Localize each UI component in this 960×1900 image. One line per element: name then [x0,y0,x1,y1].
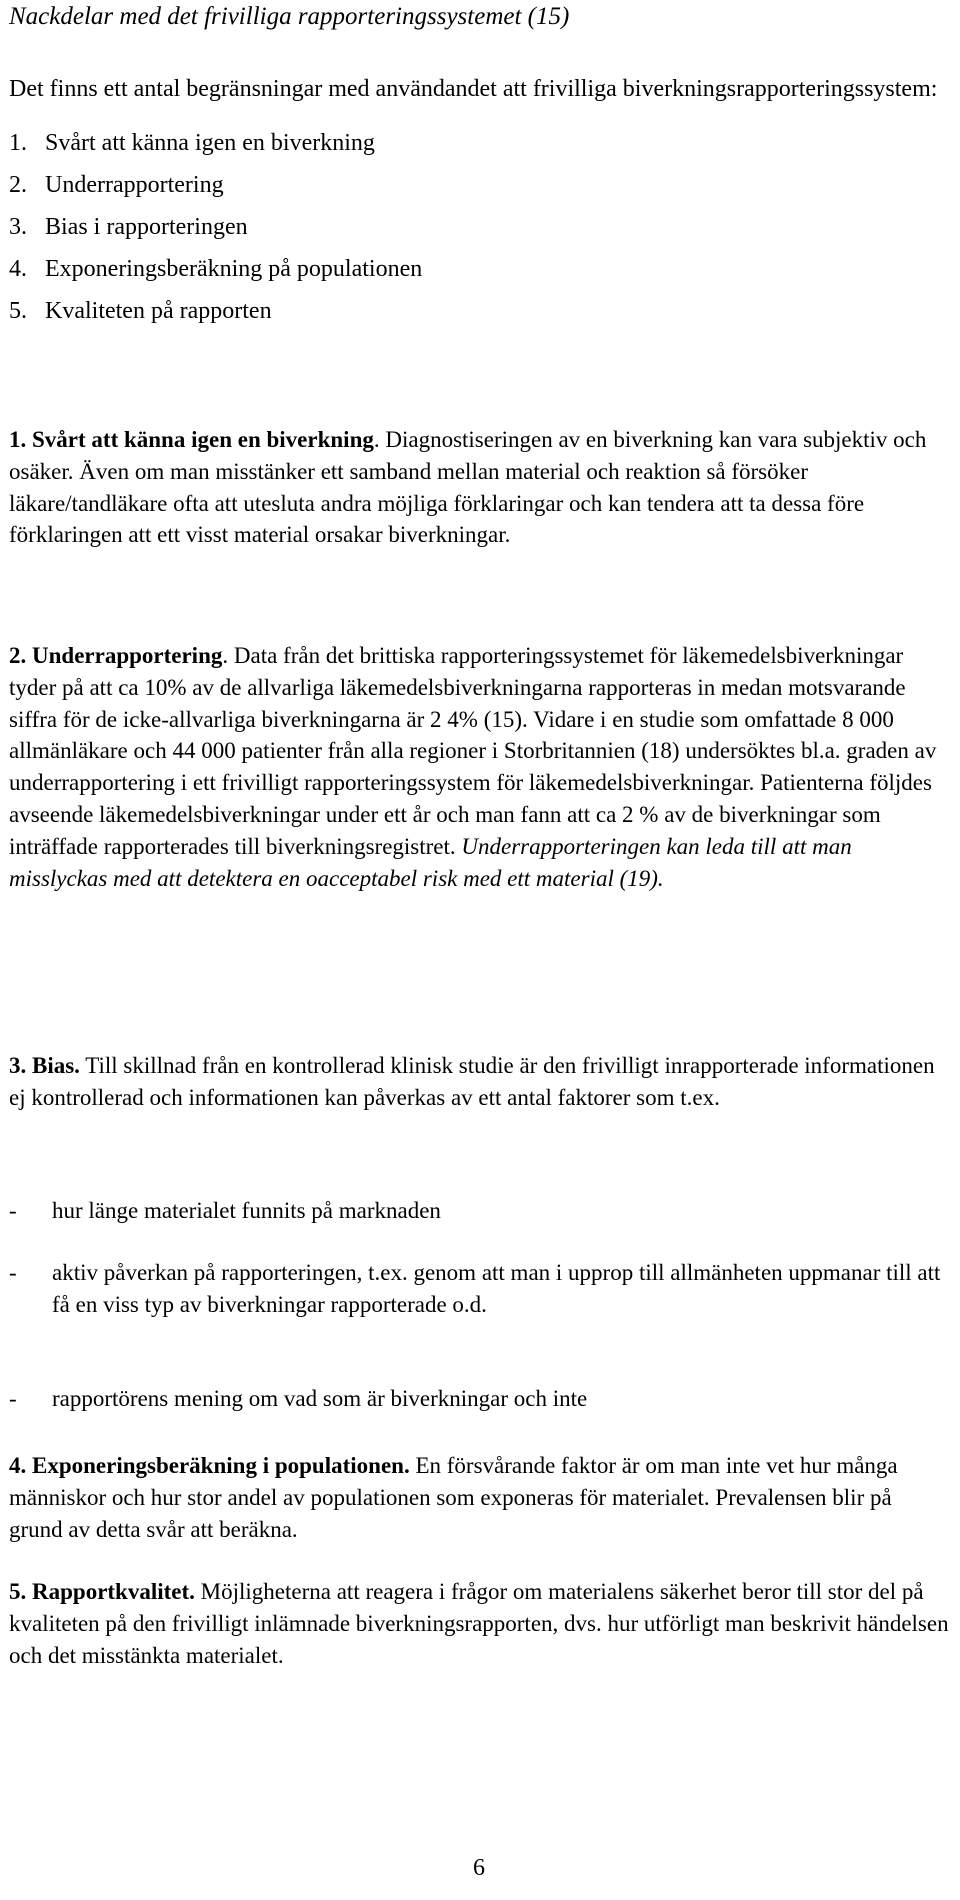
list-item-number: 3. [9,214,27,240]
list-item-number: 2. [9,172,27,198]
bias-factor-text: hur länge materialet funnits på marknaden [52,1198,441,1223]
list-item [9,248,422,290]
section-2-italic-conclusion: Underrapporteringen kan leda till att man misslyckas med att detektera en oacceptabel risk med ett material (19). [9,833,852,891]
section-4-title: 4. Exponeringsberäkning i populationen. [9,1453,410,1478]
section-4-body: En försvårande faktor är om man inte vet hur många människor och hur stor andel av populationen som exponeras för materialet. Prevalensen blir på grund av detta svår att beräkna. [9,1453,898,1542]
list-item-text: Bias i rapporteringen [45,214,248,240]
section-1-body: . Diagnostiseringen av en biverkning kan vara subjektiv och osäker. Även om man misstänker ett samband mellan material och reaktion så försöker läkare/tandläkare ofta att utesluta andra möjliga förklaringar och kan tendera att ta dessa före förklaringen att ett visst material orsakar biverkningar. [9,427,927,548]
list-item-number: 5. [9,298,27,324]
bias-factor-item [9,1383,949,1415]
list-item-number: 4. [9,256,27,282]
section-5-body: Möjligheterna att reagera i frågor om materialens säkerhet beror till stor del på kvaliteten på den frivilligt inlämnade biverkningsrapporten, dvs. hur utförligt man beskrivit händelsen och det misstänkta materialet. [9,1579,949,1668]
list-item-text: Underrapportering [45,172,224,198]
intro-paragraph: Det finns ett antal begränsningar med användandet att frivilliga biverkningsrapporteringssystem: [9,76,938,102]
section-3-title: 3. Bias. [9,1053,80,1078]
list-item [9,206,422,248]
page-number: 6 [473,1855,485,1881]
section-2-paragraph [9,640,949,894]
list-item-text: Svårt att känna igen en biverkning [45,130,375,156]
dash-marker: - [9,1198,17,1223]
section-2-title: 2. Underrapportering [9,643,223,668]
list-item [9,122,422,164]
section-5-paragraph [9,1576,949,1671]
bias-factor-item [9,1195,949,1227]
bias-factor-text: rapportörens mening om vad som är biverkningar och inte [52,1386,588,1411]
dash-marker: - [9,1260,17,1285]
section-1-title: 1. Svårt att känna igen en biverkning [9,427,374,452]
section-heading: Nackdelar med det frivilliga rapporteringssystemet (15) [9,3,570,30]
section-1-paragraph [9,424,949,551]
section-3-body: Till skillnad från en kontrollerad klinisk studie är den frivilligt inrapporterade informationen ej kontrollerad och informationen kan påverkas av ett antal faktorer som t.ex. [9,1053,935,1110]
bias-factor-item [9,1257,949,1321]
section-2-body: . Data från det brittiska rapporteringssystemet för läkemedelsbiverkningar tyder på att ca 10% av de allvarliga läkemedelsbiverkningarna rapporteras in medan motsvarande siffra för de icke-allvarliga biverkningarna är 2 4% (15). Vidare i en studie som omfattade 8 000 allmänläkare och 44 000 patienter från alla regioner i Storbritannien (18) undersöktes bl.a. graden av underrapportering i ett frivilligt rapporteringssystem för läkemedelsbiverkningar. Patienterna följdes avseende läkemedelsbiverkningar under ett år och man fann att ca 2 % av de biverkningar som inträffade rapporterades till biverkningsregistret. [9,643,937,859]
list-item [9,164,422,206]
bias-factor-text: aktiv påverkan på rapporteringen, t.ex. genom att man i upprop till allmänheten uppmanar till att få en viss typ av biverkningar rapporterade o.d. [52,1260,941,1317]
list-item [9,290,422,332]
list-item-text: Exponeringsberäkning på populationen [45,256,423,282]
section-4-paragraph [9,1450,949,1545]
dash-marker: - [9,1386,17,1411]
list-item-number: 1. [9,130,27,156]
list-item-text: Kvaliteten på rapporten [45,298,272,324]
limitations-list [9,122,422,332]
section-3-paragraph [9,1050,949,1114]
section-5-title: 5. Rapportkvalitet. [9,1579,195,1604]
